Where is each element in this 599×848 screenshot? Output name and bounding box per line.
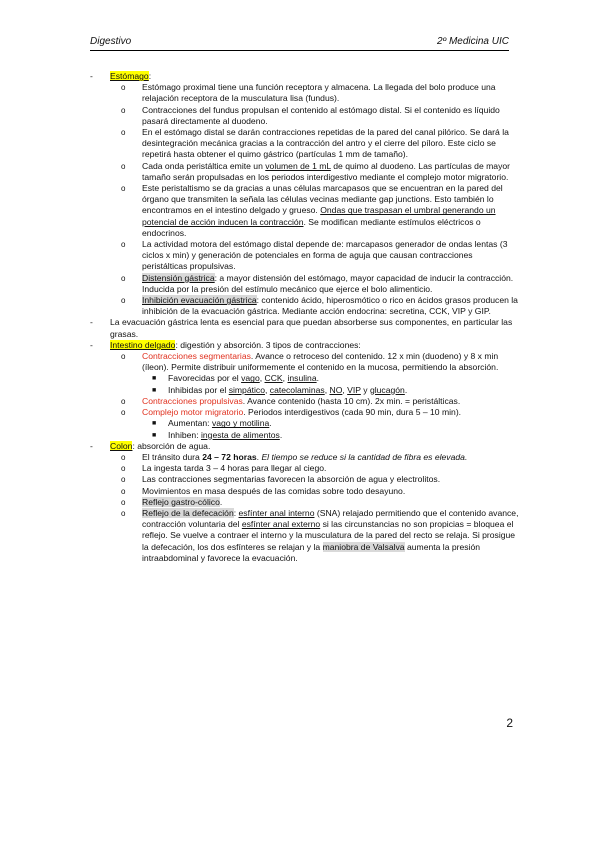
red-term: Contracciones segmentarias (142, 351, 251, 362)
separator: . (256, 451, 262, 462)
circle-bullet: o (121, 475, 126, 485)
list-item (90, 239, 520, 273)
item-text: Estómago proximal tiene una función receptora y almacena. La llegada del bolo produce una relajación receptora de la musculatura lisa (fundus). (142, 82, 496, 104)
list-item (90, 105, 520, 127)
item-text: Aumentan: (168, 418, 212, 429)
list-item (90, 82, 520, 104)
circle-bullet: o (121, 296, 126, 306)
highlighted-term: maniobra de Valsalva (322, 541, 405, 552)
underlined-term: simpático (228, 384, 265, 395)
underlined-term: glucagón (369, 384, 405, 395)
separator: , (259, 373, 265, 384)
separator: . (279, 429, 283, 440)
underlined-term: CCK (264, 373, 283, 384)
item-text: : contenido ácido, hiperosmótico o rico en ácidos grasos producen la inhibición de la evacuación gástrica. Mediante acción endocrina: secretina, CCK, VIP y GIP. (142, 295, 518, 317)
list-item (90, 474, 520, 485)
separator: y (360, 384, 370, 395)
list-item (90, 396, 520, 407)
item-text: La ingesta tarda 3 – 4 horas para llegar al ciego. (142, 463, 327, 474)
circle-bullet: o (121, 240, 126, 250)
list-item (90, 452, 520, 463)
section-title-rest: : absorción de agua. (132, 440, 211, 451)
square-bullet: ■ (152, 386, 157, 394)
item-text: de quimo al duodeno. Las partículas de mayor tamaño serán propulsadas en los periodos interdigestivo mediante el complejo motor migratorio. (142, 160, 511, 182)
circle-bullet: o (121, 408, 126, 418)
list-item (90, 407, 520, 418)
item-text: . Avance contenido (hasta 10 cm). 2x min. = peristálticas. (242, 395, 461, 406)
item-text: El tránsito dura (142, 451, 203, 462)
square-bullet: ■ (152, 431, 157, 439)
circle-bullet: o (121, 273, 126, 283)
page-number: 2 (506, 716, 513, 730)
separator: , (342, 384, 348, 395)
item-text: En el estómago distal se darán contracciones repetidas de la pared del canal pilórico. Se dará la desintegración mecánica gracias a la contracción del antro y el cierre del píloro. Este ciclo se repetirá hasta obtener el quimo gástrico (partículas 1 mm de tamaño). (142, 127, 509, 160)
underlined-term: vago (241, 373, 260, 384)
underlined-term: NO (329, 384, 343, 395)
item-text: : a mayor distensión del estómago, mayor capacidad de inducir la contracción. Inducida por la presión del estímulo mecánico que ejerce el bolo alimenticio. (142, 272, 514, 294)
dash-bullet: - (90, 440, 93, 451)
list-item (90, 161, 520, 183)
underlined-term: vago y motilina (211, 418, 270, 429)
sub-list-item (90, 418, 520, 429)
section-title-rest: : (148, 71, 152, 81)
item-text: si las circunstancias no son propicias = bloquea el reflejo. Se vuelve a contraer el interno y la musculatura de la pared del recto se relaja. Si prosigue la defecación, los dos esfínteres se relajan y la (142, 519, 516, 552)
separator: . (269, 418, 272, 429)
red-term: Complejo motor migratorio (142, 407, 244, 418)
circle-bullet: o (121, 105, 126, 115)
underlined-term: ingesta de alimentos (200, 429, 280, 440)
item-text: Contracciones del fundus propulsan el contenido al estómago distal. Si el contenido es líquido pasará directamente al duodeno. (142, 104, 500, 126)
header-course: 2º Medicina UIC (436, 36, 509, 47)
underlined-term: volumen de 1 mL (265, 160, 331, 171)
circle-bullet: o (121, 161, 126, 171)
list-item (90, 127, 520, 161)
section-stomach (90, 71, 520, 82)
dash-bullet: - (90, 71, 93, 81)
highlighted-term: Reflejo de la defecación (142, 507, 234, 518)
highlighted-term: Inhibición evacuación gástrica (142, 295, 257, 306)
section-title: Estómago (110, 71, 149, 81)
section-colon (90, 441, 520, 452)
square-bullet: ■ (152, 420, 157, 428)
header-subject: Digestivo (90, 36, 132, 47)
sub-list-item (90, 430, 520, 441)
item-text: Favorecidas por el (168, 373, 242, 384)
dash-bullet: - (90, 317, 93, 328)
square-bullet: ■ (152, 375, 157, 383)
circle-bullet: o (121, 486, 126, 496)
list-item (90, 183, 520, 239)
separator: . (316, 373, 319, 384)
item-text: Las contracciones segmentarias favorecen la absorción de agua y electrolitos. (142, 474, 441, 485)
list-item (90, 508, 520, 564)
circle-bullet: o (121, 83, 126, 93)
circle-bullet: o (121, 497, 126, 507)
item-text: Cada onda peristáltica emite un (142, 160, 266, 171)
list-item (90, 295, 520, 317)
underlined-term: catecolaminas (269, 384, 325, 395)
bold-term: 24 – 72 horas (202, 451, 257, 462)
circle-bullet: o (121, 128, 126, 138)
section-title-rest: : digestión y absorción. 3 tipos de contracciones: (175, 339, 361, 350)
evacuation-note (90, 317, 520, 339)
highlighted-term: Reflejo gastro-cólico (142, 496, 220, 507)
separator: , (282, 373, 288, 384)
document-body (90, 71, 520, 564)
item-text: Inhiben: (168, 429, 201, 440)
circle-bullet: o (121, 352, 126, 362)
item-text: Este peristaltismo se da gracias a unas células marcapasos que se encuentran en la pared del órgano que transmiten la señala las células vecinas mediante gap junctions. Esto también lo encontramos en el intestino delgado y grueso. (142, 183, 503, 216)
item-text: : (233, 507, 239, 518)
note-text: La evacuación gástrica lenta es esencial para que puedan absorberse sus componentes, en particular las grasas. (110, 317, 513, 339)
underlined-term: insulina (287, 373, 317, 384)
list-item (90, 486, 520, 497)
item-text: . Se modifican mediante estímulos eléctricos o endocrinos. (142, 216, 481, 238)
list-item (90, 463, 520, 474)
red-term: Contracciones propulsivas (142, 395, 243, 406)
highlighted-term: Distensión gástrica (142, 272, 215, 283)
item-text: La actividad motora del estómago distal depende de: marcapasos generador de ondas lentas (3 ciclos x min) y generación de potenciales en forma de aguja que causan contracciones peristálticas propulsivas. (142, 239, 508, 272)
section-title: Colon (110, 440, 133, 451)
list-item (90, 273, 520, 295)
circle-bullet: o (121, 508, 126, 518)
circle-bullet: o (121, 396, 126, 406)
underlined-term: Ondas que traspasan el umbral generando un potencial de acción inducen la contracción (142, 205, 496, 227)
separator: , (324, 384, 330, 395)
section-title: Intestino delgado (110, 339, 176, 350)
circle-bullet: o (121, 452, 126, 462)
sub-list-item (90, 385, 520, 396)
sub-list-item (90, 373, 520, 384)
item-text: . Periodos interdigestivos (cada 90 min, dura 5 – 10 min). (243, 407, 462, 418)
separator: . (404, 384, 408, 395)
section-small-intestine (90, 340, 520, 351)
item-text: (SNA) relajado permitiendo que el contenido avance, contracción voluntaria del (142, 507, 519, 530)
page-header (90, 36, 509, 51)
circle-bullet: o (121, 184, 126, 194)
separator: . (219, 496, 223, 507)
list-item (90, 497, 520, 508)
item-text: Movimientos en masa después de las comidas sobre todo desayuno. (142, 485, 406, 496)
item-text: . Avance o retroceso del contenido. 12 x min (duodeno) y 8 x min (íleon). Permite distribuir uniformemente el contenido en la mucosa, permitiendo la absorción. (142, 351, 499, 373)
list-item (90, 351, 520, 373)
underlined-term: esfínter anal interno (238, 507, 315, 518)
item-text: Inhibidas por el (168, 384, 229, 395)
underlined-term: VIP (347, 384, 361, 395)
separator: , (264, 384, 270, 395)
italic-note: El tiempo se reduce si la cantidad de fibra es elevada. (261, 451, 468, 462)
dash-bullet: - (90, 339, 93, 350)
circle-bullet: o (121, 464, 126, 474)
underlined-term: esfínter anal externo (241, 519, 321, 530)
item-text: aumenta la presión intraabdominal y favorece la evacuación. (142, 541, 481, 563)
